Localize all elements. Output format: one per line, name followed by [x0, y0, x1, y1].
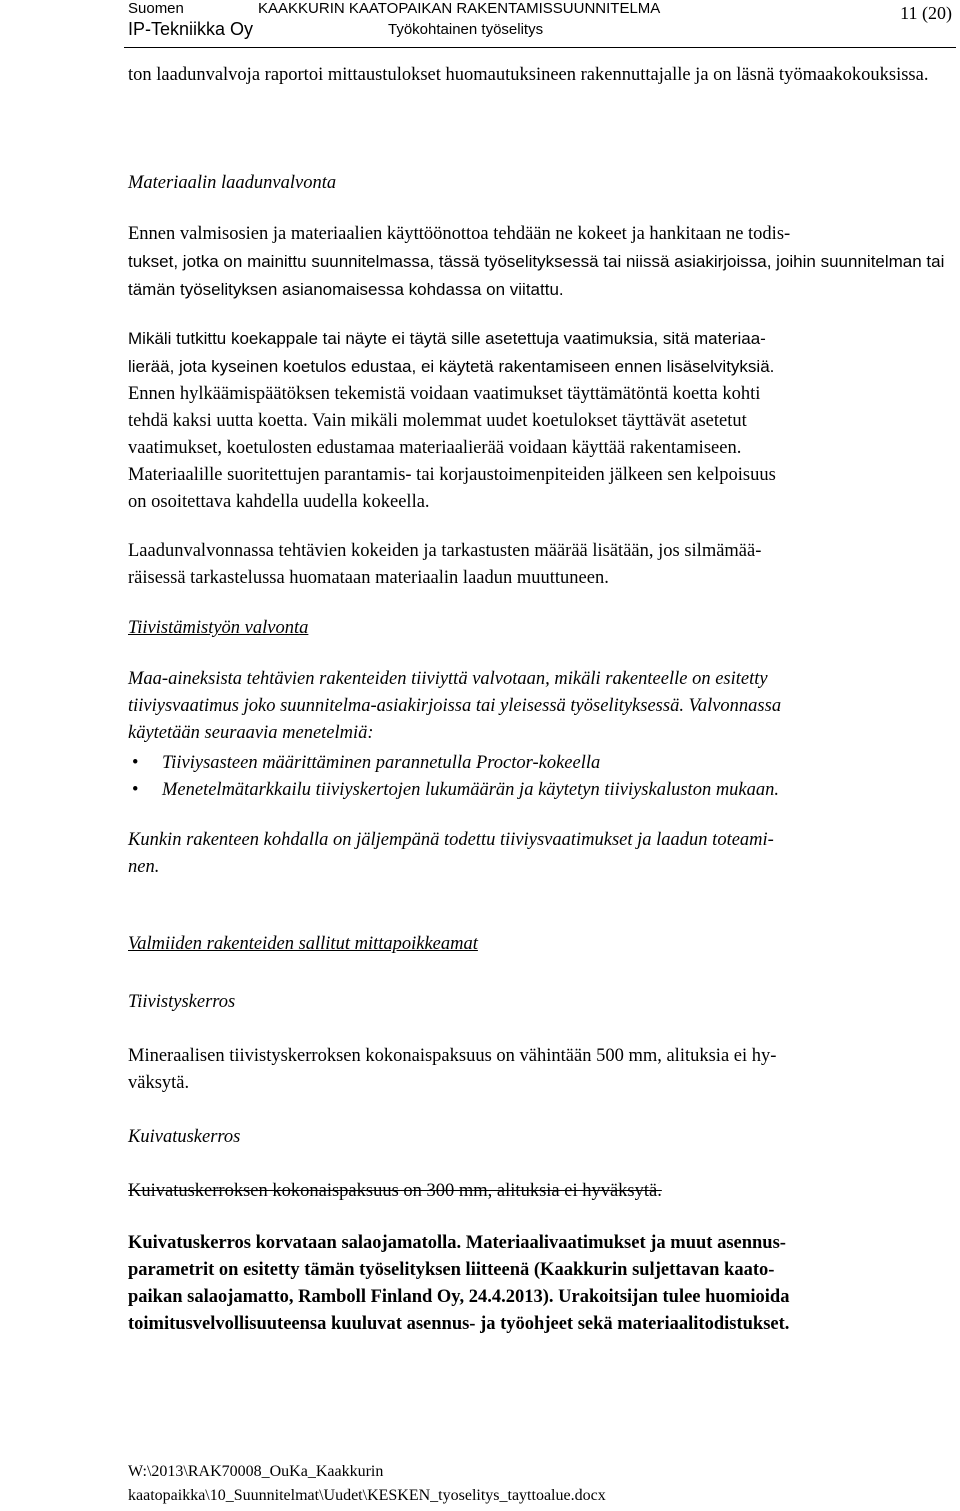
bullet-icon: •: [132, 780, 139, 800]
header-company-prefix: Suomen: [128, 0, 184, 17]
material-paragraph-1-rest: tukset, jotka on mainittu suunnitelmassa, tässä työselityksessä tai niissä asiakirjoissa, joihin suunnitelman tai tämän työselityksen asianomaisessa kohdassa on viitattu.: [128, 252, 945, 299]
list-item: [128, 777, 950, 804]
page-body: [128, 62, 950, 1338]
footer-file-path-line-1: W:\2013\RAK70008_OuKa_Kaakkurin: [128, 1463, 384, 1480]
sealing-layer-line-2: väksytä.: [128, 1073, 190, 1093]
compaction-paragraph-1-line-2: tiiviysvaatimus joko suunnitelma-asiakirjoissa tai yleisessä työselityksessä. Valvonnassa: [128, 696, 782, 716]
footer-file-path-line-2: kaatopaikka\10_Suunnitelmat\Uudet\KESKEN_tyoselitys_tayttoalue.docx: [128, 1487, 606, 1504]
section-heading-compaction-control: Tiivistämistyön valvonta: [128, 618, 309, 638]
drainage-replacement-line-4: toimitusvelvollisuuteensa kuuluvat asennus- ja työohjeet sekä materiaalitodistukset.: [128, 1314, 790, 1334]
material-paragraph-2-line-3: Ennen hylkäämispäätöksen tekemistä voidaan vaatimukset täyttämätöntä koetta kohti: [128, 384, 761, 404]
header-page-number: 11 (20): [900, 3, 952, 23]
drainage-replacement-line-3: paikan salaojamatto, Ramboll Finland Oy, 24.4.2013). Urakoitsijan tulee huomioida: [128, 1287, 790, 1307]
sealing-layer-paragraph: [128, 1043, 950, 1097]
material-paragraph-1: [128, 221, 950, 304]
drainage-layer-struck-text: Kuivatuskerroksen kokonaispaksuus on 300 mm, alituksia ei hyväksytä.: [128, 1181, 662, 1201]
material-paragraph-2-line-6: Materiaalille suoritettujen parantamis- tai korjaustoimenpiteiden jälkeen sen kelpoisuus: [128, 465, 776, 485]
material-paragraph-2-line-1: Mikäli tutkittu koekappale tai näyte ei täytä sille asetettuja vaatimuksia, sitä materiaa-: [128, 329, 766, 348]
material-paragraph-3-line-2: räisessä tarkastelussa huomataan materiaalin laadun muuttuneen.: [128, 568, 609, 588]
material-paragraph-3: [128, 538, 950, 592]
list-item: [128, 750, 950, 777]
compaction-paragraph-1-line-1: Maa-aineksista tehtävien rakenteiden tiiviyttä valvotaan, mikäli rakenteelle on esitetty: [128, 669, 768, 689]
material-paragraph-2-line-2: lierää, jota kyseinen koetulos edustaa, ei käytetä rakentamiseen ennen lisäselvityksiä.: [128, 357, 775, 376]
compaction-paragraph-2-line-1: Kunkin rakenteen kohdalla on jäljempänä todettu tiiviysvaatimukset ja laadun toteami-: [128, 830, 774, 850]
header-divider: [124, 47, 956, 48]
page-header: [0, 0, 960, 50]
drainage-replacement-paragraph: [128, 1230, 950, 1338]
section-heading-tolerances: Valmiiden rakenteiden sallitut mittapoikkeamat: [128, 934, 478, 954]
intro-continuation: ton laadunvalvoja raportoi mittaustulokset huomautuksineen rakennuttajalle ja on läsnä työmaakokouksissa.: [128, 65, 929, 85]
compaction-paragraph-1: [128, 666, 950, 747]
material-paragraph-2-line-4: tehdä kaksi uutta koetta. Vain mikäli molemmat uudet koetulokset täyttävät asetetut: [128, 411, 747, 431]
material-paragraph-2: [128, 325, 950, 516]
subheading-sealing-layer: Tiivistyskerros: [128, 992, 236, 1012]
sealing-layer-line-1: Mineraalisen tiivistyskerroksen kokonaispaksuus on vähintään 500 mm, alituksia ei hy-: [128, 1046, 777, 1066]
compaction-paragraph-1-line-3: käytetään seuraavia menetelmiä:: [128, 723, 374, 743]
drainage-replacement-line-1: Kuivatuskerros korvataan salaojamatolla. Materiaalivaatimukset ja muut asennus-: [128, 1233, 786, 1253]
subheading-drainage-layer: Kuivatuskerros: [128, 1127, 241, 1147]
material-paragraph-3-line-1: Laadunvalvonnassa tehtävien kokeiden ja tarkastusten määrää lisätään, jos silmämää-: [128, 541, 762, 561]
list-item-text: Menetelmätarkkailu tiiviyskertojen lukumäärän ja käytetyn tiiviyskaluston mukaan.: [162, 780, 780, 800]
material-paragraph-1-line-1: Ennen valmisosien ja materiaalien käyttöönottoa tehdään ne kokeet ja hankitaan ne todis-: [128, 224, 791, 244]
bullet-icon: •: [132, 753, 139, 773]
compaction-paragraph-2-line-2: nen.: [128, 857, 160, 877]
page-footer: [128, 1460, 606, 1508]
section-heading-material-quality: Materiaalin laadunvalvonta: [128, 173, 337, 193]
header-company: IP-Tekniikka Oy: [128, 19, 254, 39]
compaction-method-list: [128, 750, 950, 804]
material-paragraph-2-line-7: on osoitettava kahdella uudella kokeella.: [128, 492, 430, 512]
material-paragraph-2-line-5: vaatimukset, koetulosten edustamaa materiaalierää voidaan käyttää rakentamiseen.: [128, 438, 742, 458]
list-item-text: Tiiviysasteen määrittäminen parannetulla Proctor-kokeella: [162, 753, 601, 773]
header-document-type: Työkohtainen työselitys: [388, 21, 544, 38]
drainage-replacement-line-2: parametrit on esitetty tämän työselityksen liitteenä (Kaakkurin suljettavan kaato-: [128, 1260, 775, 1280]
header-project-title: KAAKKURIN KAATOPAIKAN RAKENTAMISSUUNNITELMA: [258, 0, 661, 17]
compaction-paragraph-2: [128, 827, 950, 881]
